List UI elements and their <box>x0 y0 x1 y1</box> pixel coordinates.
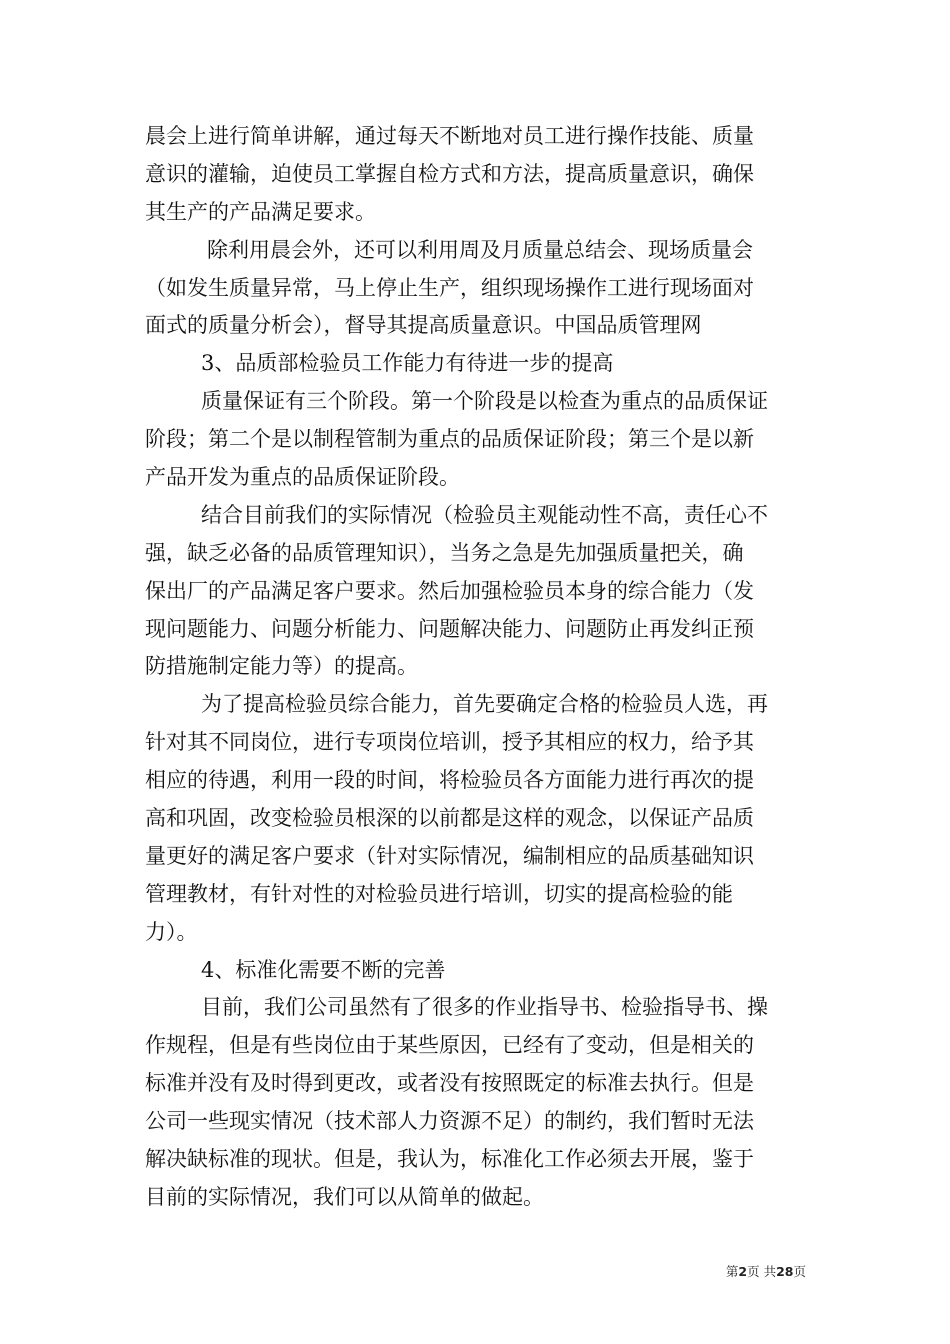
section-heading: 3、品质部检验员工作能力有待进一步的提高 <box>201 351 614 376</box>
text-line: 量更好的满足客户要求（针对实际情况，编制相应的品质基础知识 <box>145 843 754 868</box>
text-line: 产品开发为重点的品质保证阶段。 <box>145 465 460 490</box>
text-line: 结合目前我们的实际情况（检验员主观能动性不高，责任心不 <box>201 502 768 527</box>
footer-middle: 页 共 <box>747 1264 777 1279</box>
text-line: 为了提高检验员综合能力，首先要确定合格的检验员人选，再 <box>201 692 768 717</box>
footer-prefix: 第 <box>725 1264 739 1279</box>
text-line: 强，缺乏必备的品质管理知识），当务之急是先加强质量把关，确 <box>145 540 744 565</box>
text-line: 意识的灌输，迫使员工掌握自检方式和方法，提高质量意识，确保 <box>145 161 754 186</box>
text-line: 现问题能力、问题分析能力、问题解决能力、问题防止再发纠正预 <box>145 616 754 641</box>
text-line: 管理教材，有针对性的对检验员进行培训，切实的提高检验的能 <box>145 881 733 906</box>
text-line: 相应的待遇，利用一段的时间，将检验员各方面能力进行再次的提 <box>145 768 754 793</box>
text-line: 防措施制定能力等）的提高。 <box>145 654 418 679</box>
text-line: 其生产的产品满足要求。 <box>145 199 376 224</box>
text-line: 标准并没有及时得到更改，或者没有按照既定的标准去执行。但是 <box>145 1071 754 1096</box>
text-line: 目前，我们公司虽然有了很多的作业指导书、检验指导书、操 <box>201 995 768 1020</box>
current-page-number: 2 <box>738 1264 748 1279</box>
text-line: 除利用晨会外，还可以利用周及月质量总结会、现场质量会 <box>207 237 753 262</box>
text-line: 公司一些现实情况（技术部人力资源不足）的制约，我们暂时无法 <box>145 1109 754 1134</box>
body-text <box>145 118 809 1217</box>
text-line: 力）。 <box>145 919 198 944</box>
total-pages-number: 28 <box>776 1264 794 1279</box>
text-line: 阶段；第二个是以制程管制为重点的品质保证阶段；第三个是以新 <box>145 427 754 452</box>
page-footer <box>0 1262 806 1280</box>
text-line: 晨会上进行简单讲解，通过每天不断地对员工进行操作技能、质量 <box>145 124 754 148</box>
text-line: 高和巩固，改变检验员根深的以前都是这样的观念，以保证产品质 <box>145 806 754 831</box>
text-line: 作规程，但是有些岗位由于某些原因，已经有了变动，但是相关的 <box>145 1033 754 1058</box>
footer-suffix: 页 <box>793 1264 806 1279</box>
text-line: 目前的实际情况，我们可以从简单的做起。 <box>145 1184 544 1209</box>
text-line: 保出厂的产品满足客户要求。然后加强检验员本身的综合能力（发 <box>145 578 754 603</box>
text-line: 解决缺标准的现状。但是，我认为，标准化工作必须去开展，鉴于 <box>145 1147 754 1172</box>
text-line: 质量保证有三个阶段。第一个阶段是以检查为重点的品质保证 <box>201 389 768 414</box>
text-line: （如发生质量异常，马上停止生产，组织现场操作工进行现场面对 <box>145 275 754 300</box>
text-line: 针对其不同岗位，进行专项岗位培训，授予其相应的权力，给予其 <box>145 730 754 755</box>
section-heading: 4、标准化需要不断的完善 <box>201 957 446 982</box>
text-line: 面式的质量分析会），督导其提高质量意识。中国品质管理网 <box>145 313 702 338</box>
